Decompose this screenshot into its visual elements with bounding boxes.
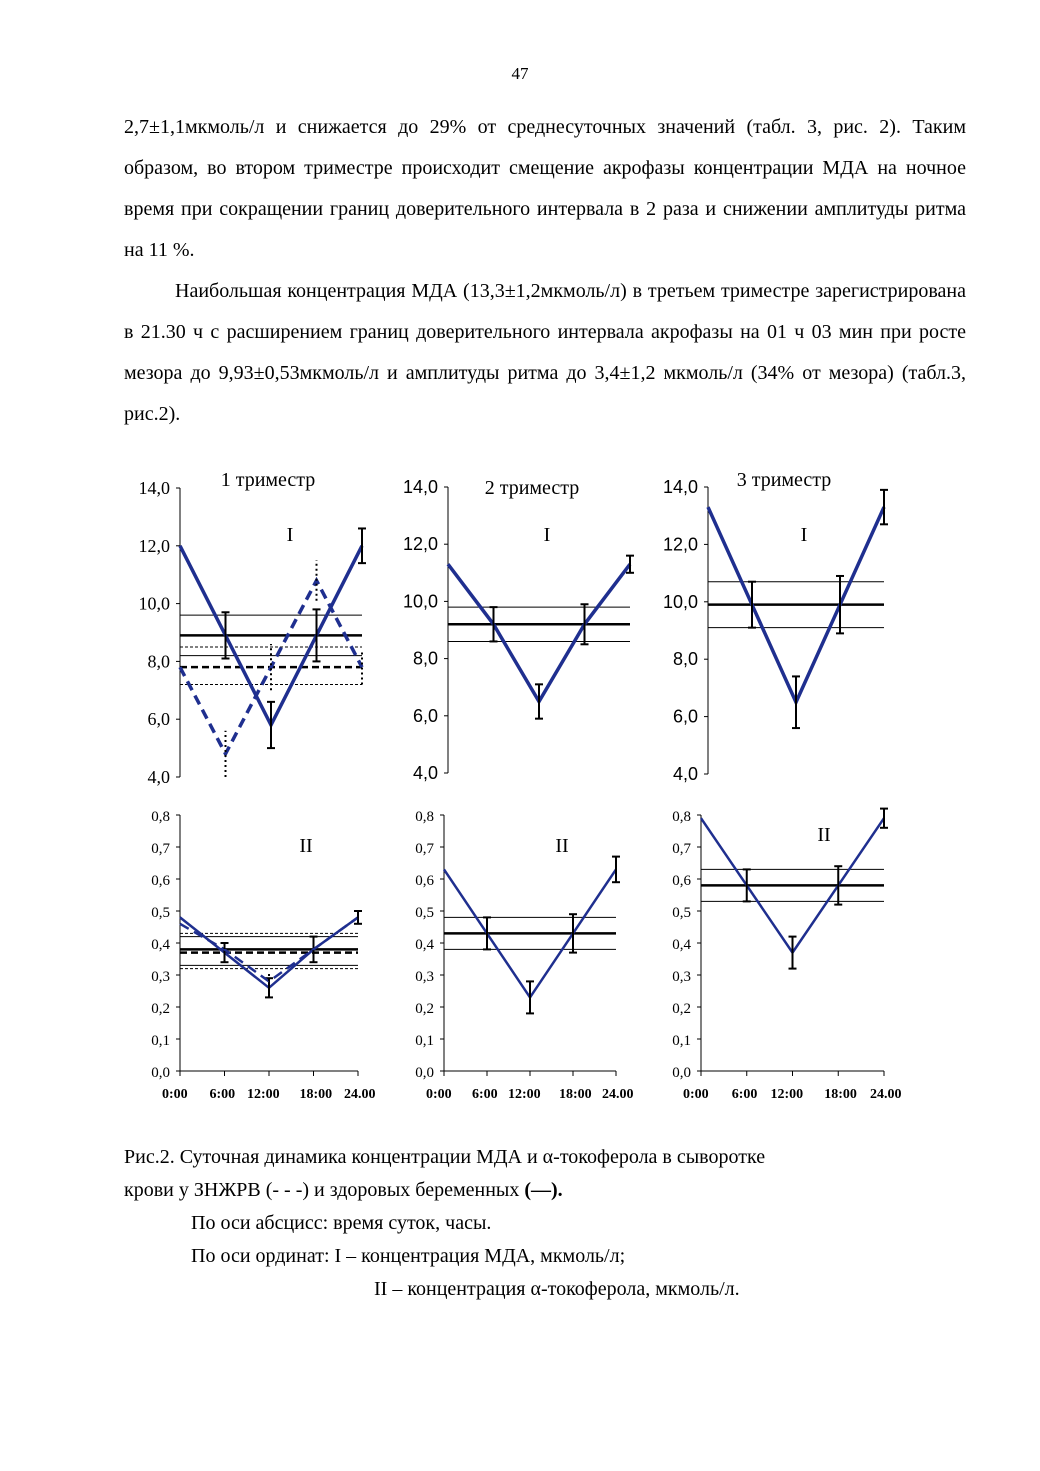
- chart-6-x-tick-label: 12:00: [770, 1087, 804, 1102]
- chart-4-y-tick-label: 0,5: [151, 905, 170, 921]
- chart-6-y-tick-label: 0,1: [672, 1033, 691, 1049]
- chart-4-x-tick-label: 6:00: [209, 1087, 236, 1102]
- chart-1-title: 1 триместр: [220, 469, 316, 491]
- chart-1-y-tick-label: 14,0: [138, 478, 170, 498]
- chart-6-y-tick-label: 0,0: [672, 1065, 691, 1081]
- chart-4-x-tick-label: 12:00: [247, 1087, 280, 1102]
- chart-6-y-tick-label: 0,5: [672, 905, 691, 921]
- chart-6-y-tick-label: 0,2: [672, 1001, 691, 1017]
- caption-line-2-text: крови у ЗНЖРВ (- - -) и здоровых беременных: [124, 1179, 525, 1201]
- chart-2-y-tick-label: 10,0: [402, 591, 438, 612]
- chart-6-panel-label: II: [817, 824, 831, 846]
- chart-5-y-tick-label: 0,7: [415, 841, 434, 857]
- chart-3-y-tick-label: 8,0: [672, 649, 698, 670]
- chart-2-y-tick-label: 4,0: [412, 763, 438, 783]
- chart-3-title: 3 триместр: [736, 469, 832, 491]
- chart-1-y-tick-label: 6,0: [147, 709, 170, 730]
- chart-6-y-tick-label: 0,4: [672, 937, 691, 953]
- chart-5-x-tick-label: 0:00: [426, 1087, 452, 1102]
- chart-6-x-tick-label: 18:00: [824, 1087, 857, 1102]
- caption-line-3: По оси абсцисс: время суток, часы.: [191, 1212, 492, 1234]
- page-number: 47: [511, 64, 529, 83]
- chart-1-y-tick-label: 4,0: [147, 767, 170, 787]
- chart-6-y-tick-label: 0,6: [672, 873, 691, 889]
- chart-5-y-tick-label: 0,5: [415, 905, 434, 921]
- chart-6-y-tick-label: 0,8: [672, 809, 691, 825]
- chart-3-y-tick-label: 12,0: [662, 534, 698, 555]
- chart-5-y-tick-label: 0,1: [415, 1033, 434, 1049]
- chart-4-y-tick-label: 0,0: [151, 1065, 170, 1081]
- chart-5-y-tick-label: 0,2: [415, 1001, 434, 1017]
- chart-1-panel-label: I: [286, 524, 294, 546]
- chart-5-y-tick-label: 0,8: [415, 809, 434, 825]
- chart-3-panel-label: I: [800, 524, 808, 546]
- chart-2-panel-label: I: [543, 524, 551, 546]
- caption-line-4: По оси ординат: I – концентрация МДА, мкмоль/л;: [191, 1245, 626, 1267]
- chart-2-y-tick-label: 14,0: [402, 477, 438, 497]
- chart-5-x-tick-label: 18:00: [559, 1087, 592, 1102]
- chart-4-y-tick-label: 0,6: [151, 873, 170, 889]
- chart-5-y-tick-label: 0,4: [415, 937, 434, 953]
- chart-6-x-tick-label: 0:00: [683, 1087, 709, 1102]
- chart-1-y-tick-label: 10,0: [138, 593, 170, 614]
- chart-2-title: 2 триместр: [484, 477, 580, 499]
- chart-1-y-tick-label: 12,0: [138, 535, 170, 556]
- caption-line-2: [124, 1174, 563, 1207]
- chart-4-x-tick-label: 18:00: [299, 1087, 333, 1102]
- chart-6-x-tick-label: 24.00: [870, 1087, 902, 1102]
- chart-3-y-tick-label: 6,0: [672, 706, 698, 727]
- chart-5-panel-label: II: [555, 835, 569, 857]
- chart-4-panel-label: II: [299, 835, 313, 857]
- chart-4-x-tick-label: 24.00: [344, 1087, 376, 1102]
- chart-4-y-tick-label: 0,2: [151, 1001, 170, 1017]
- chart-3-y-tick-label: 4,0: [672, 764, 698, 784]
- chart-5-y-tick-label: 0,6: [415, 873, 434, 889]
- chart-4-y-tick-label: 0,3: [151, 969, 170, 985]
- chart-5-y-tick-label: 0,0: [415, 1065, 434, 1081]
- caption-line-1: Рис.2. Суточная динамика концентрации МДА и α-токоферола в сыворотке: [124, 1146, 766, 1168]
- chart-4-y-tick-label: 0,8: [151, 809, 170, 825]
- paragraph-2: Наибольшая концентрация МДА (13,3±1,2мкмоль/л) в третьем триместре зарегистрирована в 21.30 ч с расширением границ доверительного интервала акрофазы на 01 ч 03 мин при росте мезора до 9,93±0,53мкмоль/л и амплитуды ритма до 3,4±1,2 мкмоль/л (34% от мезора) (табл.3, рис.2).: [124, 280, 966, 425]
- chart-5-x-tick-label: 12:00: [508, 1087, 541, 1102]
- chart-2-y-tick-label: 8,0: [412, 648, 438, 669]
- chart-4-y-tick-label: 0,7: [151, 841, 170, 857]
- chart-4-y-tick-label: 0,1: [151, 1033, 170, 1049]
- chart-6-x-tick-label: 6:00: [731, 1087, 758, 1102]
- chart-4-y-tick-label: 0,4: [151, 937, 170, 953]
- chart-3-y-tick-label: 10,0: [662, 591, 698, 612]
- chart-5-y-tick-label: 0,3: [415, 969, 434, 985]
- caption-line-5: II – концентрация α-токоферола, мкмоль/л.: [374, 1278, 740, 1300]
- chart-6-y-tick-label: 0,7: [672, 841, 691, 857]
- chart-2-series-line: [448, 564, 630, 701]
- chart-4-x-tick-label: 0:00: [162, 1087, 188, 1102]
- chart-2-y-tick-label: 6,0: [412, 705, 438, 726]
- chart-2-y-tick-label: 12,0: [402, 534, 438, 555]
- chart-5-x-tick-label: 24.00: [602, 1087, 634, 1102]
- chart-1-y-tick-label: 8,0: [147, 651, 170, 672]
- chart-3-y-tick-label: 14,0: [662, 477, 698, 497]
- paragraph-1: 2,7±1,1мкмоль/л и снижается до 29% от среднесуточных значений (табл. 3, рис. 2). Таким образом, во втором триместре происходит смещение акрофазы концентрации МДА на ночное время при сокращении границ доверительного интервала в 2 раза и снижении амплитуды ритма на 11 %.: [124, 116, 966, 261]
- caption-line-2-legend: (—).: [524, 1179, 563, 1201]
- chart-5-x-tick-label: 6:00: [472, 1087, 498, 1102]
- chart-6-y-tick-label: 0,3: [672, 969, 691, 985]
